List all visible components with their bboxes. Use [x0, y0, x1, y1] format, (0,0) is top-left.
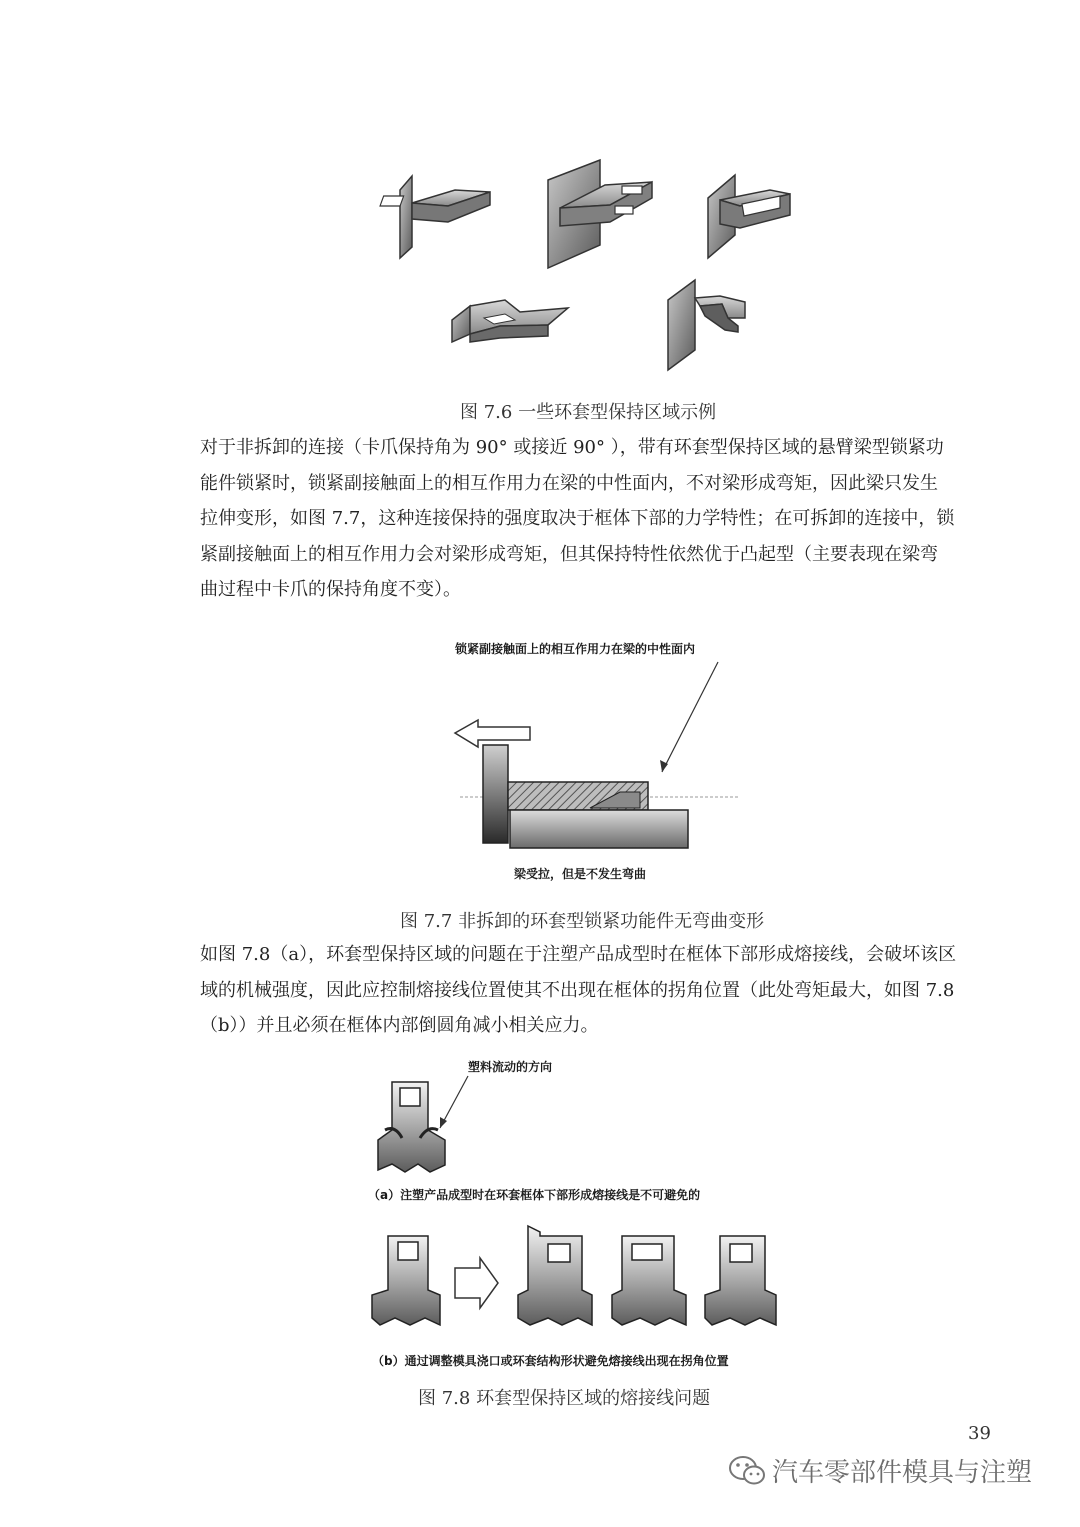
paragraph-1-line: 对于非拆卸的连接（卡爪保持角为 90° 或接近 90° ），带有环套型保持区域的悬臂梁型锁紧功: [200, 437, 944, 458]
figure-7-7-top-label: 锁紧副接触面上的相互作用力在梁的中性面内: [455, 642, 696, 656]
loop-frame-b-original: [372, 1236, 440, 1325]
paragraph-1-line: 能件锁紧时，锁紧副接触面上的相互作用力在梁的中性面内，不对梁形成弯矩，因此梁只发生: [200, 472, 938, 494]
figure-7-7-caption: 图 7.7 非拆卸的环套型锁紧功能件无弯曲变形: [400, 911, 765, 932]
figure-7-6-caption: 图 7.6 一些环套型保持区域示例: [460, 402, 717, 423]
page-number: 39: [968, 1423, 991, 1444]
paragraph-1-line: 曲过程中卡爪的保持角度不变）。: [200, 579, 461, 600]
paragraph-2-line: 如图 7.8（a），环套型保持区域的问题在于注塑产品成型时在框体下部形成熔接线，会破坏该区: [200, 944, 957, 965]
wechat-icon: [728, 1454, 768, 1488]
loop-frame-b-variant-2: [612, 1236, 686, 1325]
paragraph-2-line: （b））并且必须在框体内部倒圆角减小相关应力。: [200, 1015, 599, 1036]
figure-7-8-sub-b: （b）通过调整模具浇口或环套结构形状避免熔接线出现在拐角位置: [372, 1354, 729, 1368]
loop-frame-b-variant-1: [518, 1226, 592, 1325]
loop-frame-a: [378, 1082, 445, 1172]
paragraph-1-line: 紧副接触面上的相互作用力会对梁形成弯矩，但其保持特性依然优于凸起型（主要表现在梁弯: [200, 543, 938, 565]
figure-7-7-bottom-label: 梁受拉，但是不发生弯曲: [514, 867, 647, 881]
paragraph-1-line: 拉伸变形，如图 7.7，这种连接保持的强度取决于框体下部的力学特性；在可拆卸的连接中，锁: [200, 508, 955, 529]
transform-arrow: [455, 1258, 498, 1308]
paragraph-2-line: 域的机械强度，因此应控制熔接线位置使其不出现在框体的拐角位置（此处弯矩最大，如图 7.8: [200, 979, 955, 1001]
figure-7-8-caption: 图 7.8 环套型保持区域的熔接线问题: [418, 1388, 711, 1409]
watermark-text: 汽车零部件模具与注塑: [772, 1458, 1033, 1488]
figure-7-8-flow-label: 塑料流动的方向: [468, 1060, 553, 1074]
figure-7-8-sub-a: （a）注塑产品成型时在环套框体下部形成熔接线是不可避免的: [368, 1188, 701, 1202]
loop-frame-b-variant-3: [705, 1236, 776, 1325]
